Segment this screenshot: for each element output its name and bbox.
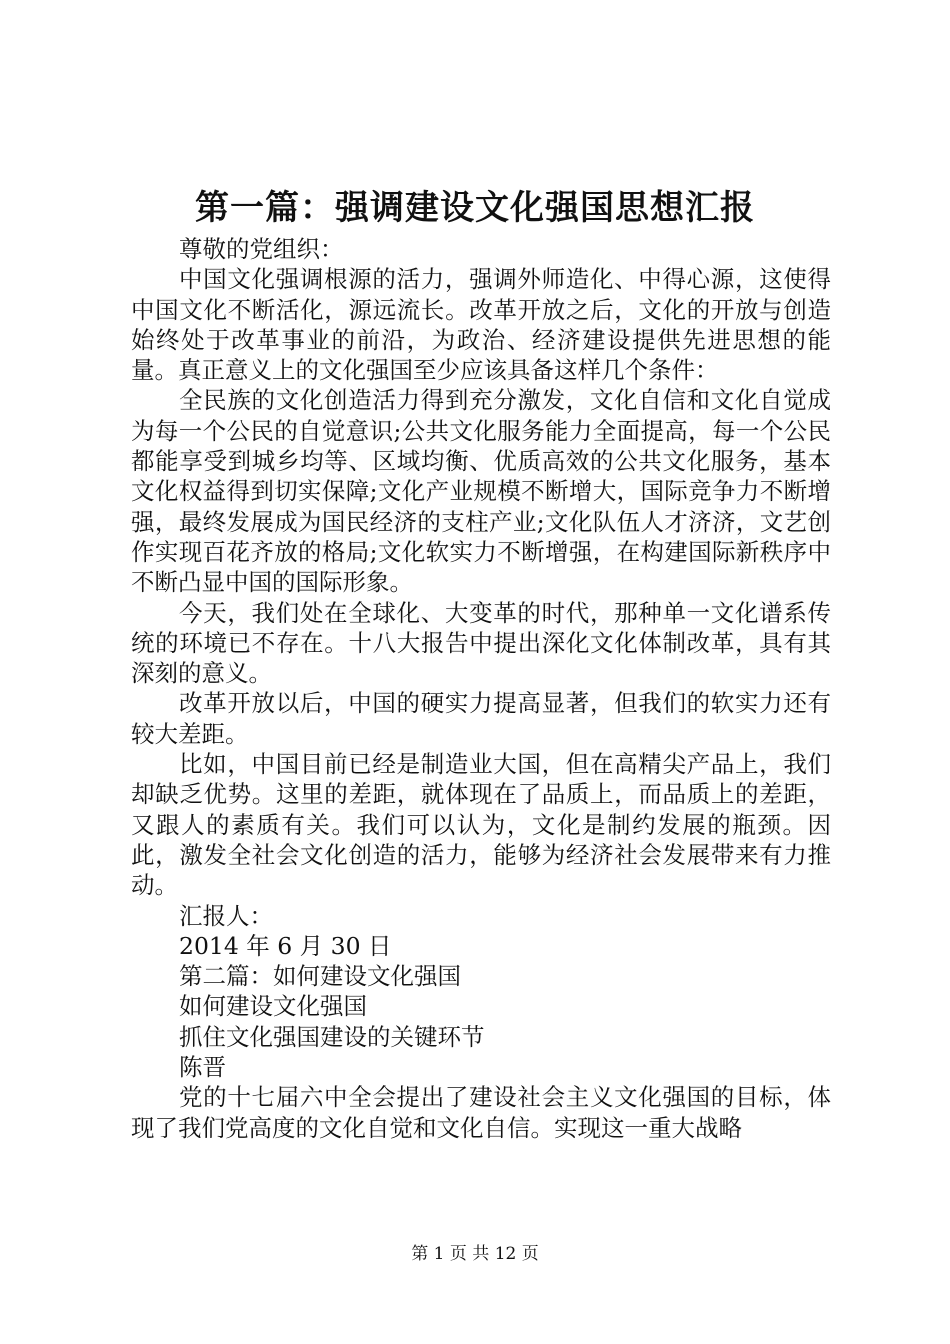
document-body xyxy=(131,234,831,1143)
paragraph-5: 比如，中国目前已经是制造业大国，但在高精尖产品上，我们却缺乏优势。这里的差距，就体现在了品质上，而品质上的差距，又跟人的素质有关。我们可以认为，文化是制约发展的瓶颈。因此，激发全社会文化创造的活力，能够为经济社会发展带来有力推动。 xyxy=(131,750,831,900)
second-article-paragraph: 党的十七届六中全会提出了建设社会主义文化强国的目标，体现了我们党高度的文化自觉和文化自信。实现这一重大战略 xyxy=(131,1083,831,1142)
paragraph-2: 全民族的文化创造活力得到充分激发，文化自信和文化自觉成为每一个公民的自觉意识;公共文化服务能力全面提高，每一个公民都能享受到城乡均等、区域均衡、优质高效的公共文化服务，基本文化权益得到切实保障;文化产业规模不断增大，国际竞争力不断增强，最终发展成为国民经济的支柱产业;文化队伍人才济济，文艺创作实现百花齐放的格局;文化软实力不断增强，在构建国际新秩序中不断凸显中国的国际形象。 xyxy=(131,386,831,597)
page-footer: 第 1 页 共 12 页 xyxy=(411,1244,539,1264)
page-title: 第一篇：强调建设文化强国思想汇报 xyxy=(195,188,755,228)
salutation: 尊敬的党组织： xyxy=(179,235,344,263)
author-name: 陈晋 xyxy=(179,1053,226,1082)
reporter-line: 汇报人： xyxy=(179,901,273,930)
second-article-heading: 如何建设文化强国 xyxy=(179,992,367,1021)
report-date: 2014 年 6 月 30 日 xyxy=(179,931,392,960)
paragraph-4: 改革开放以后，中国的硬实力提高显著，但我们的软实力还有较大差距。 xyxy=(131,689,831,748)
second-article-title: 第二篇：如何建设文化强国 xyxy=(179,962,461,991)
paragraph-3: 今天，我们处在全球化、大变革的时代，那种单一文化谱系传统的环境已不存在。十八大报告中提出深化文化体制改革，具有其深刻的意义。 xyxy=(131,598,831,688)
paragraph-1: 中国文化强调根源的活力，强调外师造化、中得心源，这使得中国文化不断活化，源远流长。改革开放之后，文化的开放与创造始终处于改革事业的前沿，为政治、经济建设提供先进思想的能量。真正意义上的文化强国至少应该具备这样几个条件： xyxy=(131,265,831,385)
second-article-subheading: 抓住文化强国建设的关键环节 xyxy=(179,1022,485,1051)
